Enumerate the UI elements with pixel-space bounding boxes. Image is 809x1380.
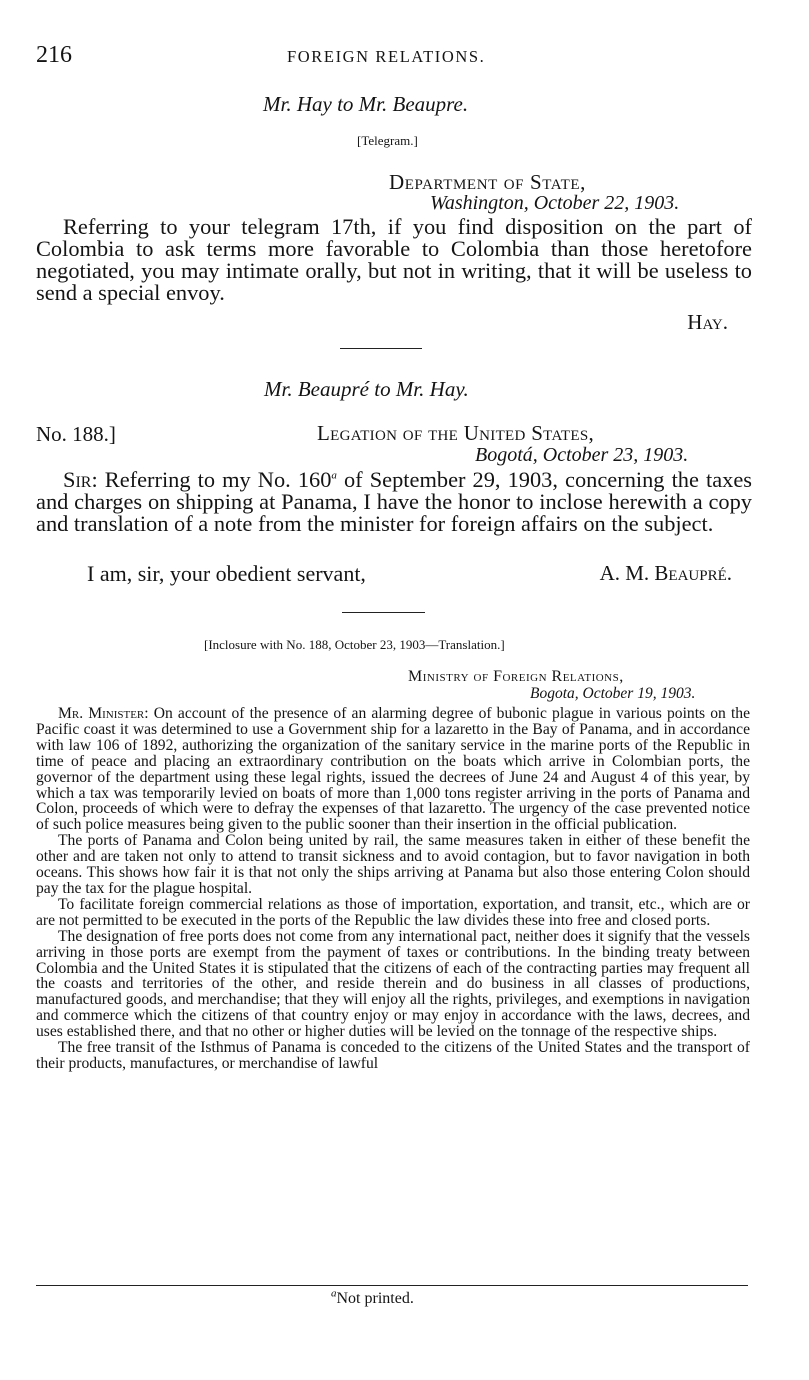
doc2-place-date: Bogotá, October 23, 1903. xyxy=(475,444,689,466)
doc2-closing: I am, sir, your obedient servant, xyxy=(87,561,366,586)
footnote-divider xyxy=(36,1285,748,1286)
inclosure-place-date: Bogota, October 19, 1903. xyxy=(530,685,696,702)
doc1-body-text: Referring to your telegram 17th, if you find disposition on the part of Colombia to ask terms more favorable to Colombia than those heretofore negotiated, you may intimate orally, but not in writing, that it will be useless to send a special envoy. xyxy=(36,214,752,305)
doc1-place-date: Washington, October 22, 1903. xyxy=(430,192,680,214)
running-title: FOREIGN RELATIONS. xyxy=(287,47,486,66)
inclosure-paragraph-5: The free transit of the Isthmus of Panama is conceded to the citizens of the United States and the transport of their products, manufactures, or merchandise of lawful xyxy=(36,1039,750,1072)
doc2-number: No. 188.] xyxy=(36,422,116,446)
footnote-marker: a xyxy=(331,1287,337,1300)
inclosure-paragraph-3: To facilitate foreign commercial relations as those of importation, exportation, and transit, etc., which are or are not permitted to be executed in the ports of the Republic the law divides these into free and closed ports. xyxy=(36,895,750,929)
inclosure-salutation: Mr. Minister: xyxy=(58,705,149,722)
doc1-note: [Telegram.] xyxy=(357,133,418,148)
doc2-body xyxy=(36,469,752,535)
doc1-signature: Hay. xyxy=(687,310,728,334)
doc1-title: Mr. Hay to Mr. Beaupre. xyxy=(263,92,469,116)
inclosure-body xyxy=(36,706,750,1072)
doc2-body-paragraph xyxy=(36,469,752,535)
footnote-reference: a xyxy=(331,469,337,482)
doc2-body-after-ref: of September 29, 1903, concerning the taxes and charges on shipping at Panama, I have the honor to inclose herewith a copy and translation of a note from the minister for foreign affairs on the subject. xyxy=(36,467,753,536)
footnote xyxy=(331,1287,414,1308)
inclosure-paragraph-1-text: On account of the presence of an alarming degree of bubonic plague in various points on the Pacific coast it was determined to use a Government ship for a lazaretto in the Bay of Panama, and in accordance with law 106 of 1892, authorizing the organization of the sanitary service in the marine ports of the Republic in time of peace and placing an extraordinary contribution on the boats which arrive in Colombian ports, the governor of the department using these legal rights, issued the decrees of June 24 and August 4 of this year, by which a tax was temporarily levied on boats of more than 1,000 tons register arriving in the ports of Panama and Colon, proceeds of which were to defray the expenses of that lazaretto. The urgency of the case prevented notice of such police measures being given to the public sooner than their insertion in the official publication. xyxy=(36,705,750,834)
page-number: 216 xyxy=(36,42,72,68)
footnote-text: Not printed. xyxy=(336,1290,414,1307)
doc2-body-before-ref: Referring to my No. 160 xyxy=(104,467,332,492)
inclosure-paragraph-2: The ports of Panama and Colon being united by rail, the same measures taken in either of these benefit the other and are taken not only to attend to transit sickness and to avoid contagion, but to favor navigation in both oceans. This shows how fair it is that not only the ships arriving at Panama but also those entering Colon should pay the tax for the plague hospital. xyxy=(36,832,750,897)
doc2-salutation: Sir: xyxy=(63,467,98,492)
inclosure-ministry: Ministry of Foreign Relations, xyxy=(408,668,624,685)
section-divider-1 xyxy=(340,348,422,349)
doc1-department: Department of State, xyxy=(389,170,586,194)
doc2-signature: A. M. Beaupré. xyxy=(599,561,732,585)
inclosure-heading: [Inclosure with No. 188, October 23, 1903—Translation.] xyxy=(204,637,505,652)
inclosure-paragraph-4: The designation of free ports does not come from any international pact, neither does it signify that the vessels arriving in those ports are exempt from the payment of taxes or contributions. In the binding treaty between Colombia and the United States it is stipulated that the citizens of each of the contracting parties may frequent all the coasts and territories of the other, and reside therein and do business in all classes of productions, manufactured goods, and merchandise; that they will enjoy all the rights, privileges, and exemptions in navigation and commerce which the citizens of that country enjoy or may enjoy in accordance with the laws, decrees, and uses established there, and that no other or higher duties will be levied on the tonnage of the respective ships. xyxy=(36,927,750,1041)
inclosure-paragraph-1 xyxy=(36,706,750,833)
doc2-legation: Legation of the United States, xyxy=(317,421,595,445)
doc1-body xyxy=(36,216,752,304)
doc2-title: Mr. Beaupré to Mr. Hay. xyxy=(264,377,469,401)
section-divider-2 xyxy=(342,612,425,613)
